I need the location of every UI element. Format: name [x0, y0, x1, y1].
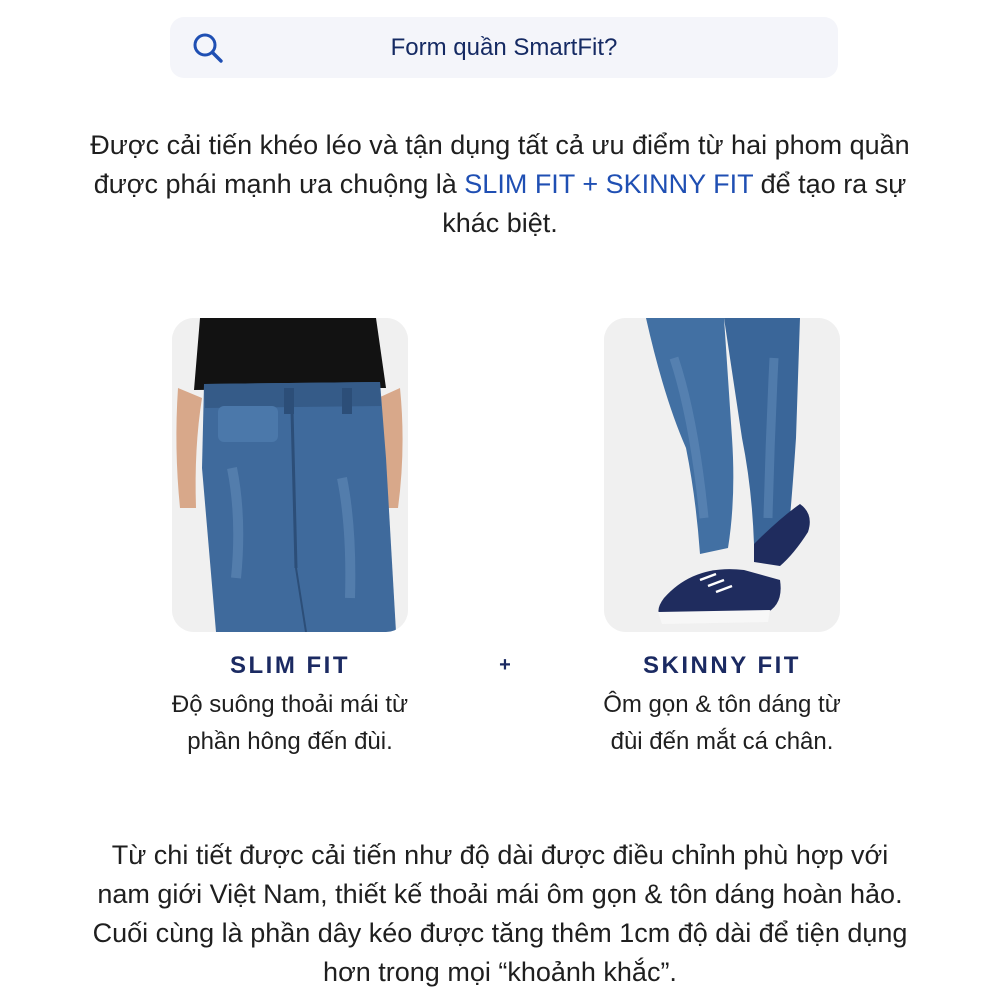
- intro-text: Được cải tiến khéo léo và tận dụng tất cả ưu điểm từ hai phom quần được phái mạnh ưa chuộng là: [90, 130, 910, 199]
- skinny-fit-desc-line2: đùi đến mắt cá chân.: [610, 728, 834, 755]
- slim-fit-image: [172, 318, 408, 632]
- intro-highlight: SLIM FIT + SKINNY FIT: [464, 169, 754, 199]
- outro-paragraph: Từ chi tiết được cải tiến như độ dài được điều chỉnh phù hợp với nam giới Việt Nam, thiết kế thoải mái ôm gọn & tôn dáng hoàn hảo. Cuối cùng là phần dây kéo được tăng thêm 1cm độ dài để tiện dụng hơn trong mọi “khoảnh khắc”.: [92, 840, 908, 987]
- skinny-fit-title: SKINNY FIT: [643, 652, 801, 679]
- slim-fit-desc-line2: phần hông đến đùi.: [187, 728, 393, 755]
- skinny-fit-description: [562, 686, 882, 760]
- slim-fit-title: SLIM FIT: [230, 652, 350, 679]
- search-bar[interactable]: [170, 17, 838, 78]
- intro-paragraph: [90, 126, 910, 243]
- skinny-fit-image: [604, 318, 840, 632]
- intro-text-end: để tạo ra sự khác biệt.: [442, 169, 907, 238]
- slim-fit-jeans-photo: [172, 318, 408, 632]
- skinny-fit-jeans-photo: [604, 318, 840, 632]
- slim-fit-desc-line1: Độ suông thoải mái từ: [171, 691, 409, 718]
- skinny-fit-desc-line1: Ôm gọn & tôn dáng từ: [603, 691, 841, 718]
- search-query: Form quần SmartFit?: [390, 34, 618, 61]
- slim-fit-description: [130, 686, 450, 760]
- plus-sign: +: [499, 654, 511, 676]
